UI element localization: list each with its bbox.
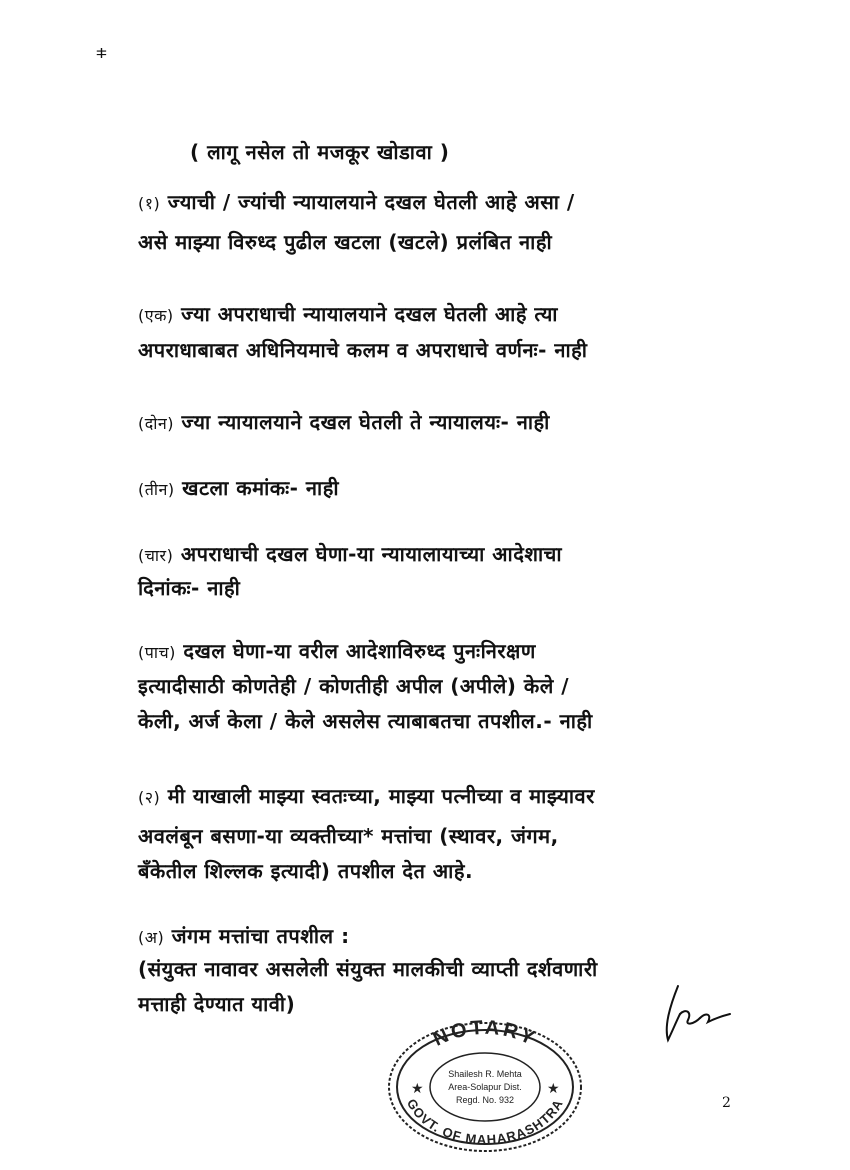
section-1-line-1 [138, 188, 575, 215]
item-teen-label: (तीन) [138, 480, 175, 499]
item-a-label: (अ) [138, 928, 165, 947]
section-2-line-3: बँकेतील शिल्लक इत्यादी) तपशील देत आहे. [138, 859, 474, 883]
page-number: 2 [722, 1095, 731, 1111]
section-2-label: (२) [138, 788, 161, 807]
item-a-line-3: मत्ताही देण्यात यावी) [138, 992, 296, 1016]
item-char-line-1 [138, 540, 562, 567]
stamp-star-left-icon: ★ [411, 1081, 424, 1097]
notary-stamp [385, 1020, 585, 1155]
item-char-label: (चार) [138, 546, 174, 565]
stamp-area: Area-Solapur Dist. [448, 1082, 522, 1092]
item-a-text-1: जंगम मत्तांचा तपशील : [171, 924, 350, 948]
item-don-line-1 [138, 408, 550, 435]
item-pach-label: (पाच) [138, 643, 176, 662]
item-teen-line-1 [138, 474, 339, 501]
item-char-text-1: अपराधाची दखल घेणा-या न्यायालायाच्या आदेशाचा [180, 542, 563, 566]
section-2-text-1: मी याखाली माझ्या स्वतःच्या, माझ्या पत्नीच्या व माझ्यावर [167, 784, 595, 808]
section-2-line-2: अवलंबून बसणा-या व्यक्तीच्या* मत्तांचा (स्थावर, जंगम, [138, 824, 559, 848]
item-a-line-1 [138, 922, 350, 949]
item-don-text-1: ज्या न्यायालयाने दखल घेतली ते न्यायालयः- नाही [181, 410, 550, 434]
item-pach-line-2: इत्यादीसाठी कोणतेही / कोणतीही अपील (अपीले) केले / [138, 674, 570, 698]
stamp-top-text: NOTARY [429, 1020, 541, 1051]
section-1-line-2: असे माझ्या विरुध्द पुढील खटला (खटले) प्रलंबित नाही [138, 230, 553, 254]
item-teen-text-1: खटला कमांकः- नाही [182, 476, 339, 500]
stamp-name: Shailesh R. Mehta [448, 1069, 522, 1079]
section-1-label: (१) [138, 194, 161, 213]
item-don-label: (दोन) [138, 414, 175, 433]
item-pach-text-1: दखल घेणा-या वरील आदेशाविरुध्द पुनःनिरक्षण [183, 639, 536, 663]
item-ek-line-1 [138, 300, 558, 327]
stamp-bottom-text: GOVT. OF MAHARASHTRA [403, 1096, 567, 1148]
stamp-star-right-icon: ★ [547, 1081, 560, 1097]
item-ek-label: (एक) [138, 306, 174, 325]
item-char-line-2: दिनांकः- नाही [138, 576, 241, 600]
item-pach-line-3: केली, अर्ज केला / केले असलेस त्याबाबतचा तपशील.- नाही [138, 709, 593, 733]
item-a-line-2: (संयुक्त नावावर असलेली संयुक्त मालकीची व्याप्ती दर्शवणारी [138, 957, 598, 981]
corner-mark: ⵐ [96, 46, 107, 62]
signature-image [650, 978, 745, 1048]
item-ek-line-2: अपराधाबाबत अधिनियमाचे कलम व अपराधाचे वर्णनः- नाही [138, 338, 588, 362]
item-pach-line-1 [138, 637, 536, 664]
svg-text:NOTARY [430, 1020, 541, 1051]
item-ek-text-1: ज्या अपराधाची न्यायालयाने दखल घेतली आहे त्या [181, 302, 558, 326]
stamp-registration: Regd. No. 932 [455, 1095, 515, 1105]
section-2-line-1 [138, 782, 595, 809]
section-1-text-1: ज्याची / ज्यांची न्यायालयाने दखल घेतली आहे असा / [167, 190, 575, 214]
heading: ( लागू नसेल तो मजकूर खोडावा ) [190, 140, 450, 164]
